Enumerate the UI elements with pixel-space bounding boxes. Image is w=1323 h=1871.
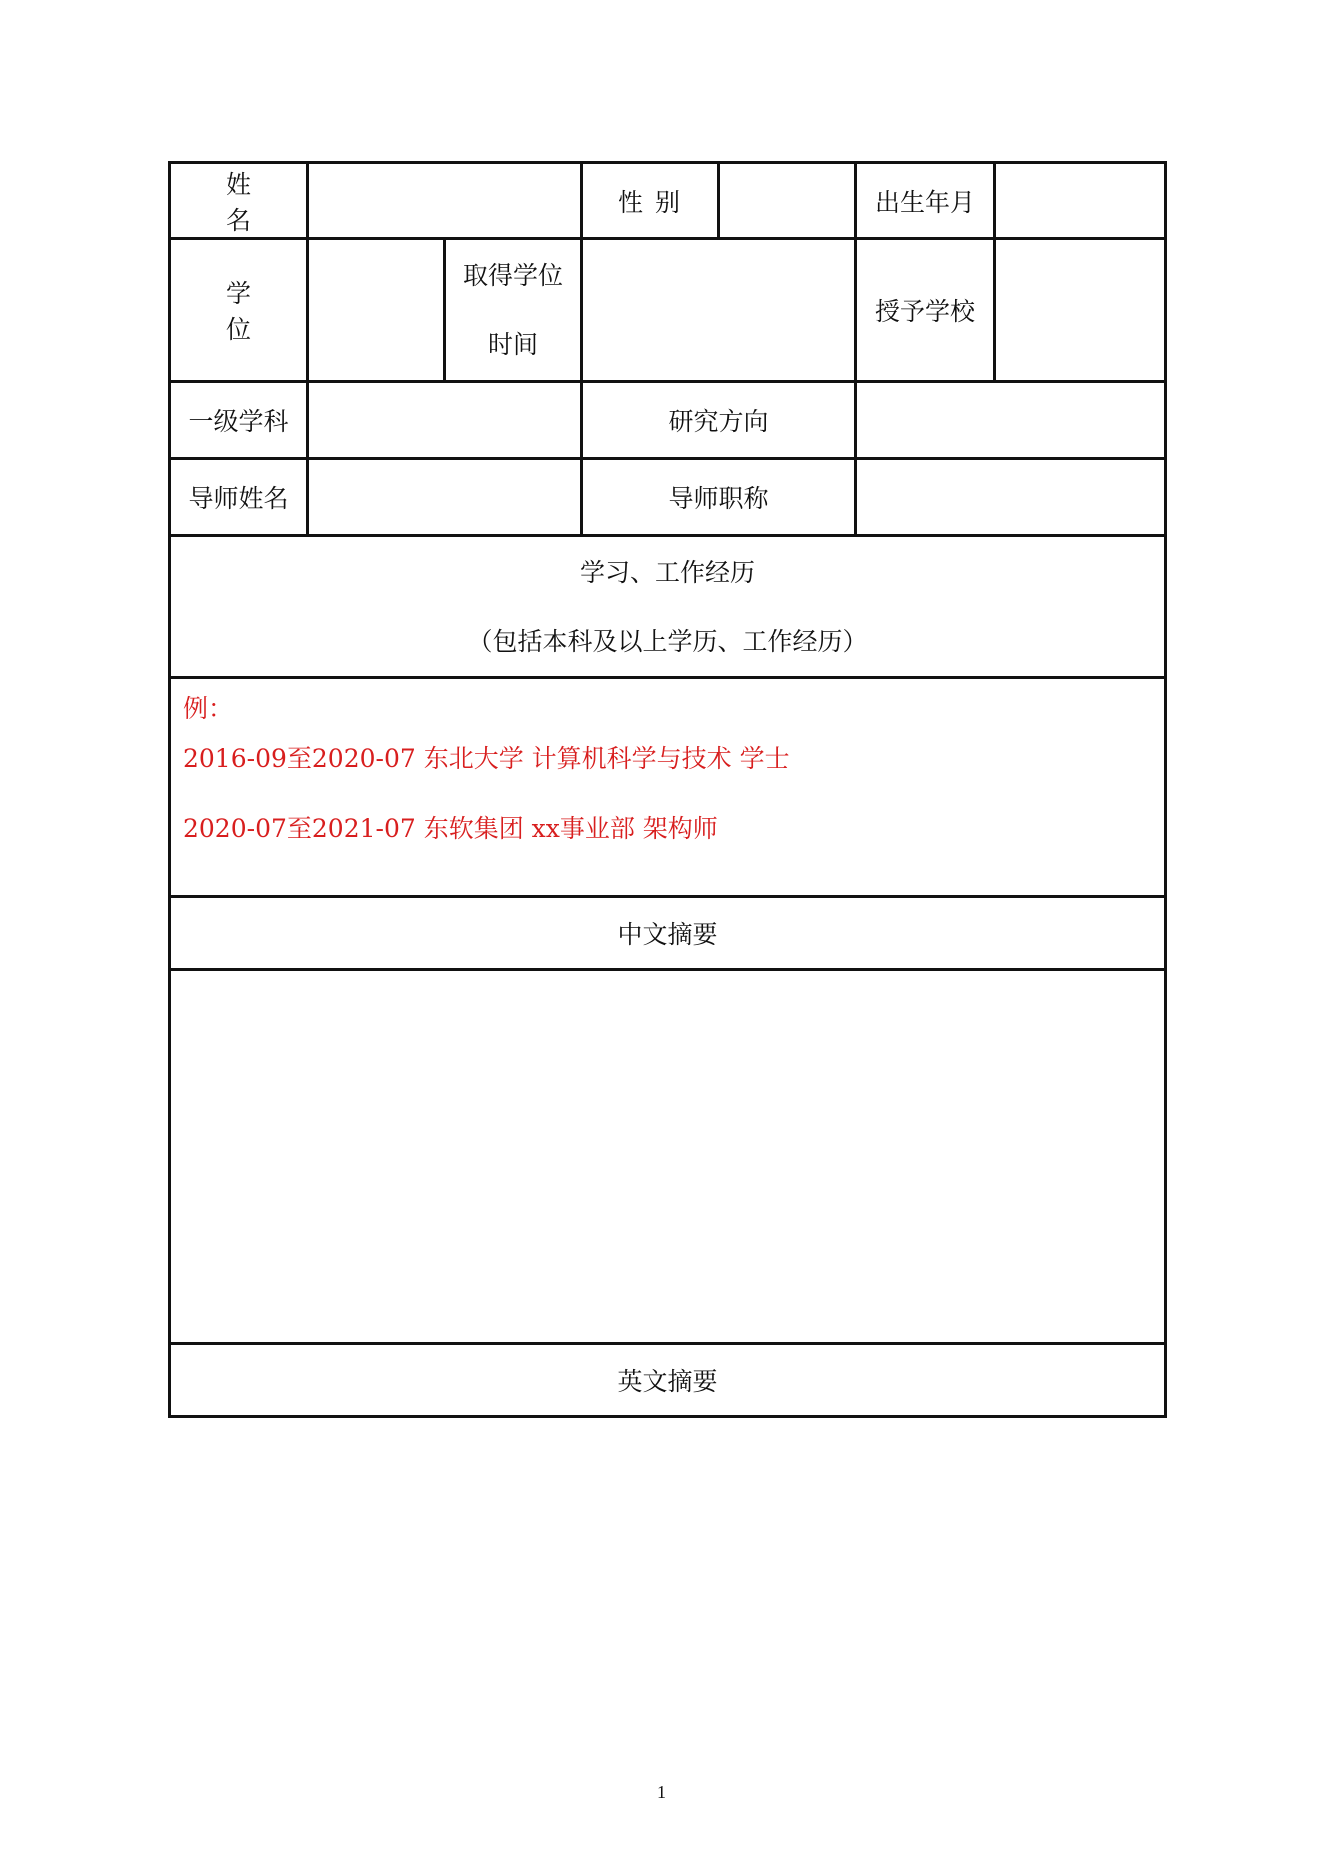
example-line: 2016-09至2020-07 东北大学 计算机科学与技术 学士 — [183, 744, 790, 773]
birth-value-cell[interactable] — [995, 163, 1166, 239]
row-discipline — [170, 382, 1166, 459]
degree-time-label-line2: 时间 — [487, 330, 538, 359]
chinese-abstract-content-cell[interactable] — [170, 970, 1166, 1344]
gender-value-cell[interactable] — [719, 163, 856, 239]
chinese-abstract-label: 中文摘要 — [170, 897, 1166, 970]
direction-label: 研究方向 — [582, 382, 856, 459]
name-label: 姓 名 — [170, 163, 308, 239]
row-basic-info — [170, 163, 1166, 239]
birth-label: 出生年月 — [856, 163, 995, 239]
advisor-title-label: 导师职称 — [582, 459, 856, 536]
degree-label: 学 位 — [170, 239, 308, 382]
row-experience-heading — [170, 536, 1166, 678]
student-info-form — [168, 161, 1167, 1418]
experience-title: 学习、工作经历 — [579, 557, 755, 587]
school-value-cell[interactable] — [995, 239, 1166, 382]
degree-time-label-line1: 取得学位 — [462, 261, 563, 290]
name-value-cell[interactable] — [308, 163, 582, 239]
degree-value-cell[interactable] — [308, 239, 445, 382]
row-experience-content — [170, 678, 1166, 897]
example-label: 例： — [183, 694, 234, 723]
row-chinese-abstract-heading — [170, 897, 1166, 970]
experience-content-cell[interactable] — [170, 678, 1166, 897]
advisor-label: 导师姓名 — [170, 459, 308, 536]
discipline-value-cell[interactable] — [308, 382, 582, 459]
advisor-value-cell[interactable] — [308, 459, 582, 536]
gender-label: 性 别 — [582, 163, 719, 239]
advisor-title-value-cell[interactable] — [856, 459, 1166, 536]
row-degree-info — [170, 239, 1166, 382]
discipline-label: 一级学科 — [170, 382, 308, 459]
page-number: 1 — [657, 1782, 666, 1802]
degree-time-value-cell[interactable] — [582, 239, 856, 382]
example-line: 2020-07至2021-07 东软集团 xx事业部 架构师 — [183, 814, 718, 843]
row-advisor — [170, 459, 1166, 536]
row-english-abstract-heading — [170, 1344, 1166, 1417]
row-chinese-abstract-content — [170, 970, 1166, 1344]
experience-subtitle: （包括本科及以上学历、工作经历） — [467, 626, 868, 656]
school-label: 授予学校 — [856, 239, 995, 382]
direction-value-cell[interactable] — [856, 382, 1166, 459]
experience-heading — [170, 536, 1166, 678]
english-abstract-label: 英文摘要 — [170, 1344, 1166, 1417]
degree-time-label — [445, 239, 582, 382]
